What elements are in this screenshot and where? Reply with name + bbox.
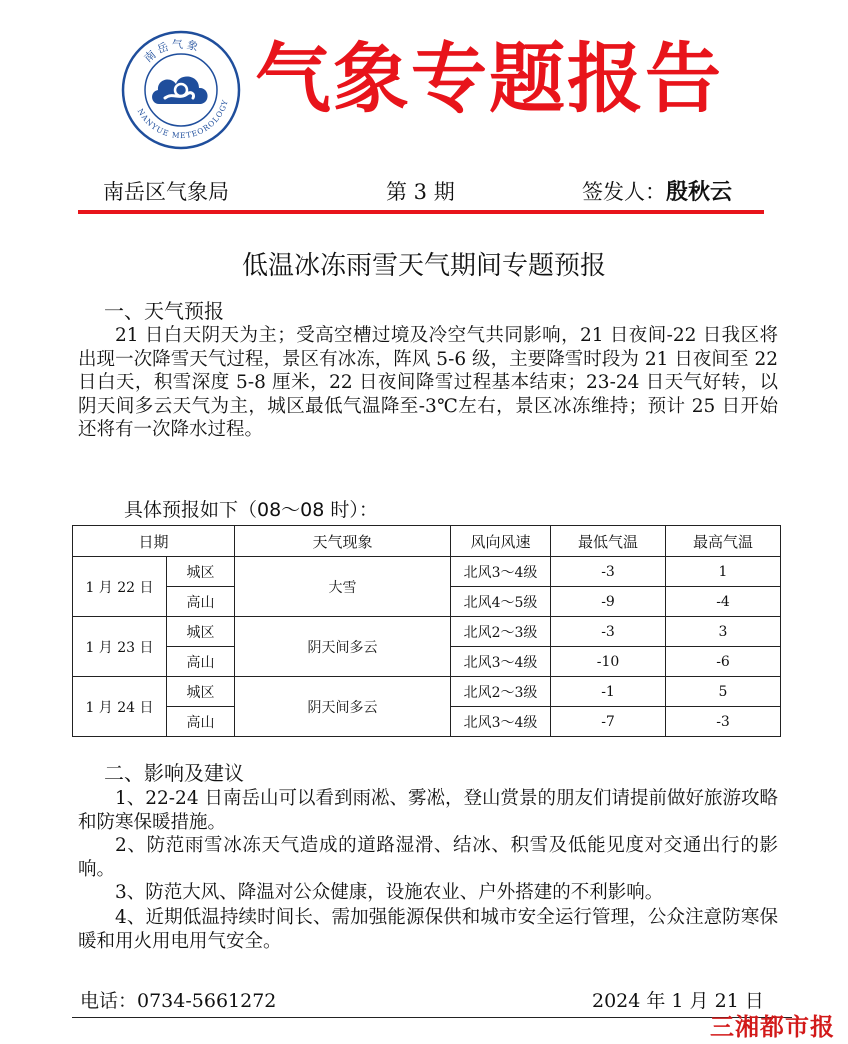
wind-cell: 北风3～4级 <box>451 707 551 737</box>
header-max-temp: 最高气温 <box>666 526 781 557</box>
signer-label: 签发人： <box>582 180 666 204</box>
forecast-table <box>72 525 781 737</box>
wind-cell: 北风2～3级 <box>451 617 551 647</box>
weather-cell: 大雪 <box>235 557 451 617</box>
weather-cell: 阴天间多云 <box>235 617 451 677</box>
date-cell: 1 月 22 日 <box>73 557 167 617</box>
area-cell: 高山 <box>167 707 235 737</box>
table-row <box>73 677 781 707</box>
table-row <box>73 617 781 647</box>
advice-item-2: 2、防范雨雪冰冻天气造成的道路湿滑、结冰、积雪及低能见度对交通出行的影响。 <box>78 835 778 880</box>
table-row <box>73 557 781 587</box>
advice-item-3: 3、防范大风、降温对公众健康，设施农业、户外搭建的不利影响。 <box>115 882 664 903</box>
wind-cell: 北风4～5级 <box>451 587 551 617</box>
document-title: 低温冰冻雨雪天气期间专题预报 <box>241 251 606 281</box>
advice-item-4: 4、近期低温持续时间长、需加强能源保供和城市安全运行管理，公众注意防寒保暖和用火用电用气安全。 <box>78 907 778 952</box>
table-header-row <box>73 526 781 557</box>
area-cell: 城区 <box>167 617 235 647</box>
min-temp-cell: -1 <box>551 677 666 707</box>
area-cell: 高山 <box>167 647 235 677</box>
max-temp-cell: 3 <box>666 617 781 647</box>
min-temp-cell: -3 <box>551 617 666 647</box>
min-temp-cell: -3 <box>551 557 666 587</box>
issuing-agency: 南岳区气象局 <box>103 180 229 204</box>
weather-cell: 阴天间多云 <box>235 677 451 737</box>
report-title: 气象专题报告 <box>255 34 723 123</box>
wind-cell: 北风3～4级 <box>451 647 551 677</box>
advice-item-1: 1、22-24 日南岳山可以看到雨凇、雾凇，登山赏景的朋友们请提前做好旅游攻略和防寒保暖措施。 <box>78 788 778 833</box>
max-temp-cell: -3 <box>666 707 781 737</box>
header-divider <box>78 210 764 214</box>
date-cell: 1 月 23 日 <box>73 617 167 677</box>
max-temp-cell: 5 <box>666 677 781 707</box>
signer <box>582 180 732 204</box>
issue-number: 第 3 期 <box>386 180 455 204</box>
signer-name: 殷秋云 <box>666 179 733 205</box>
min-temp-cell: -9 <box>551 587 666 617</box>
table-caption: 具体预报如下（08～08 时）： <box>124 499 378 521</box>
area-cell: 城区 <box>167 557 235 587</box>
area-cell: 城区 <box>167 677 235 707</box>
min-temp-cell: -10 <box>551 647 666 677</box>
contact-phone: 电话：0734-5661272 <box>80 990 277 1012</box>
forecast-paragraph: 21 日白天阴天为主；受高空槽过境及冷空气共同影响，21 日夜间-22 日我区将出现一次降雪天气过程，景区有冰冻，阵风 5-6 级，主要降雪时段为 21 日夜间至 22 日白天，积雪深度 5-8 厘米，22 日夜间降雪过程基本结束；23-24 日天气好转，以阴天间多云天气为主，城区最低气温降至-3℃左右，景区冰冻维持；预计 25 日开始还将有一次降水过程。 <box>78 325 778 441</box>
wind-cell: 北风2～3级 <box>451 677 551 707</box>
meteorology-bureau-logo <box>121 30 241 150</box>
max-temp-cell: -6 <box>666 647 781 677</box>
header-date: 日期 <box>73 526 235 557</box>
footer-divider <box>72 1017 792 1018</box>
svg-text:南岳气象: 南岳气象 <box>141 37 203 66</box>
issue-date: 2024 年 1 月 21 日 <box>592 990 764 1012</box>
min-temp-cell: -7 <box>551 707 666 737</box>
date-cell: 1 月 24 日 <box>73 677 167 737</box>
newspaper-watermark: 三湘都市报 <box>710 1013 835 1041</box>
area-cell: 高山 <box>167 587 235 617</box>
header-weather: 天气现象 <box>235 526 451 557</box>
svg-text:NANYUE METEOROLOGY: NANYUE METEOROLOGY <box>135 98 230 141</box>
section-heading-advice: 二、影响及建议 <box>104 761 244 785</box>
max-temp-cell: 1 <box>666 557 781 587</box>
max-temp-cell: -4 <box>666 587 781 617</box>
header-min-temp: 最低气温 <box>551 526 666 557</box>
wind-cell: 北风3～4级 <box>451 557 551 587</box>
section-heading-forecast: 一、天气预报 <box>104 299 224 323</box>
header-wind: 风向风速 <box>451 526 551 557</box>
